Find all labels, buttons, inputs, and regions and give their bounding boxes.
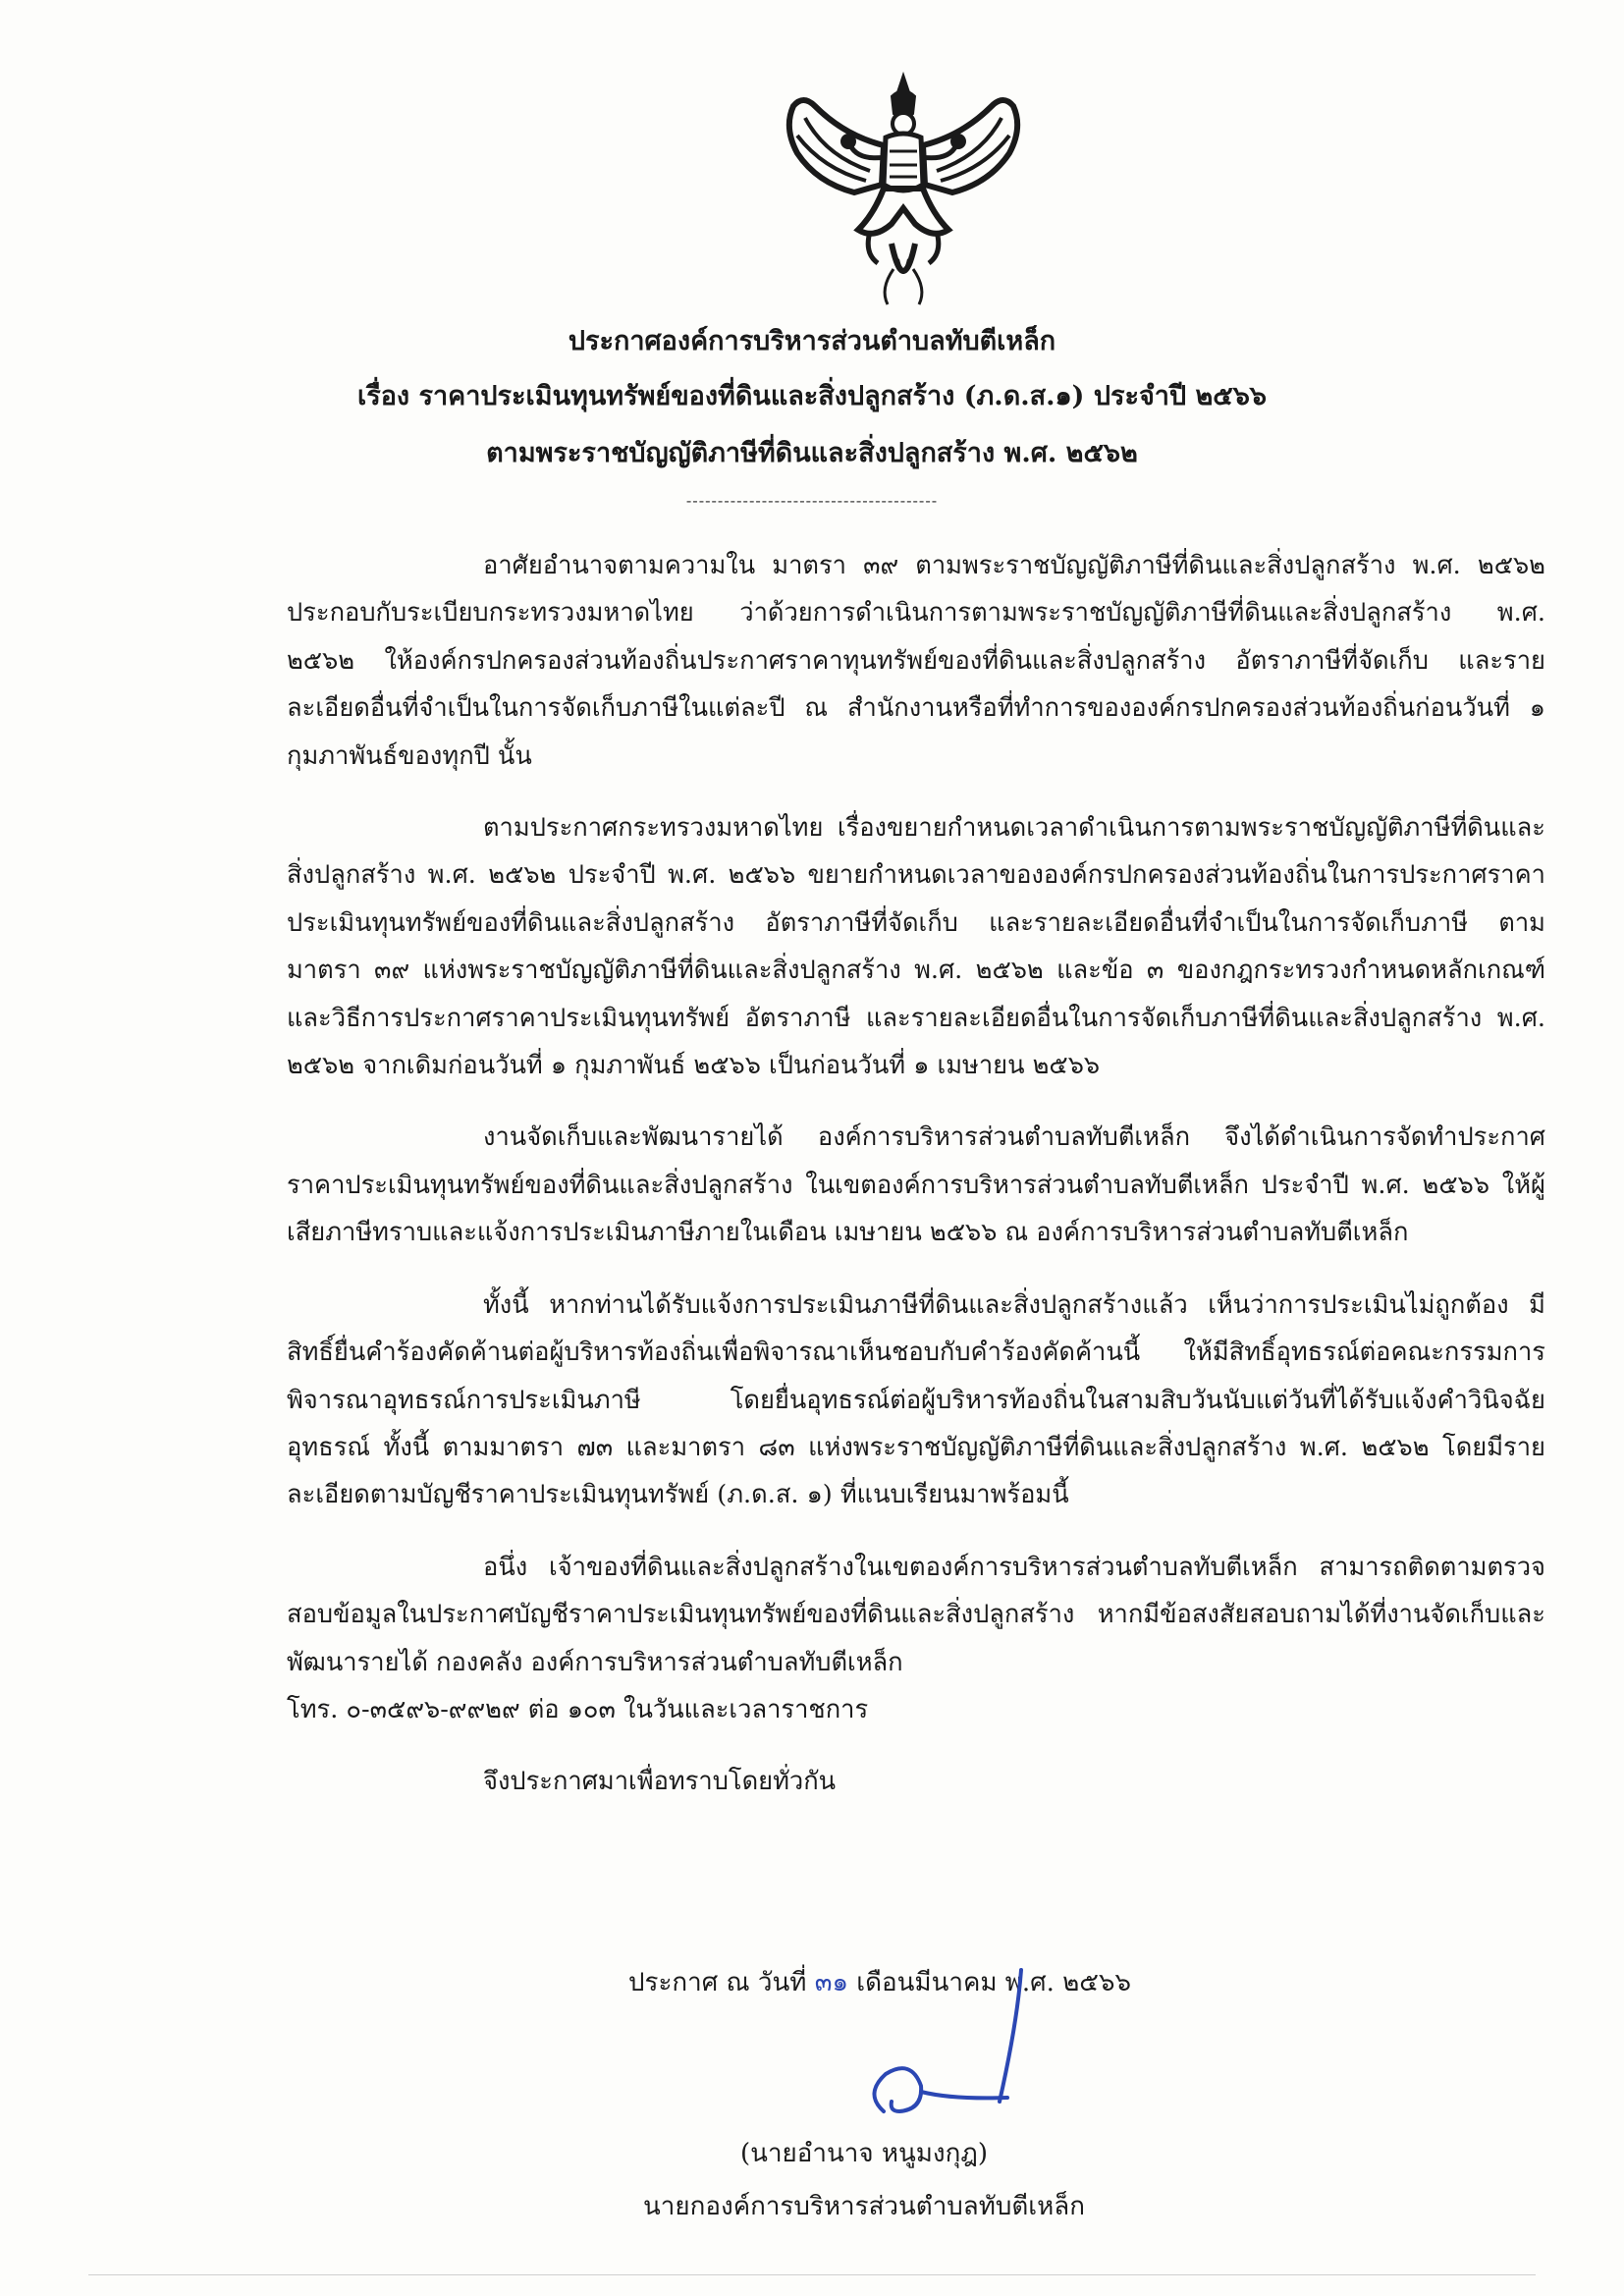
paragraph-authority: อาศัยอำนาจตามความใน มาตรา ๓๙ ตามพระราชบัญญัติภาษีที่ดินและสิ่งปลูกสร้าง พ.ศ. ๒๕๖๒ ประกอบกับระเบียบกระทรวงมหาดไทย ว่าด้วยการดำเนินการตามพระราชบัญญัติภาษีที่ดินและสิ่งปลูกสร้าง พ.ศ. ๒๕๖๒ ให้องค์กรปกครองส่วนท้องถิ่นประกาศราคาทุนทรัพย์ของที่ดินและสิ่งปลูกสร้าง อัตราภาษีที่จัดเก็บ และรายละเอียดอื่นที่จำเป็นในการจัดเก็บภาษีในแต่ละปี ณ สำนักงานหรือที่ทำการขององค์กรปกครองส่วนท้องถิ่นก่อนวันที่ ๑ กุมภาพันธ์ของทุกปี นั้น [287, 551, 1545, 771]
paragraph-appeal: ทั้งนี้ หากท่านได้รับแจ้งการประเมินภาษีที่ดินและสิ่งปลูกสร้างแล้ว เห็นว่าการประเมินไม่ถูกต้อง มีสิทธิ์ยื่นคำร้องคัดค้านต่อผู้บริหารท้องถิ่นเพื่อพิจารณาเห็นชอบกับคำร้องคัดค้านนี้ ให้มีสิทธิ์อุทธรณ์ต่อคณะกรรมการพิจารณาอุทธรณ์การประเมินภาษี โดยยื่นอุทธรณ์ต่อผู้บริหารท้องถิ่นในสามสิบวันนับแต่วันที่ได้รับแจ้งคำวินิจฉัยอุทธรณ์ ทั้งนี้ ตามมาตรา ๗๓ และมาตรา ๘๓ แห่งพระราชบัญญัติภาษีที่ดินและสิ่งปลูกสร้าง พ.ศ. ๒๕๖๒ โดยมีรายละเอียดตามบัญชีราคาประเมินทุนทรัพย์ (ภ.ด.ส. ๑) ที่แนบเรียนมาพร้อมนี้ [287, 1289, 1545, 1510]
date-month-year: เดือนมีนาคม พ.ศ. ๒๕๖๖ [856, 1968, 1131, 1997]
handwritten-signature [825, 1964, 1051, 2141]
announcement-title: ประกาศองค์การบริหารส่วนตำบลทับตีเหล็ก [568, 326, 1056, 356]
page-bottom-rule [88, 2274, 1536, 2275]
paragraph-assessment: งานจัดเก็บและพัฒนารายได้ องค์การบริหารส่วนตำบลทับตีเหล็ก จึงได้ดำเนินการจัดทำประกาศราคาประเมินทุนทรัพย์ของที่ดินและสิ่งปลูกสร้าง ในเขตองค์การบริหารส่วนตำบลทับตีเหล็ก ประจำปี พ.ศ. ๒๕๖๖ ให้ผู้เสียภาษีทราบและแจ้งการประเมินภาษีภายในเดือน เมษายน ๒๕๖๖ ณ องค์การบริหารส่วนตำบลทับตีเหล็ก [287, 1122, 1545, 1248]
announcement-body [287, 542, 1545, 1806]
closing-statement: จึงประกาศมาเพื่อทราบโดยทั่วกัน [483, 1767, 837, 1797]
paragraph-contact: อนึ่ง เจ้าของที่ดินและสิ่งปลูกสร้างในเขตองค์การบริหารส่วนตำบลทับตีเหล็ก สามารถติดตามตรวจสอบข้อมูลในประกาศบัญชีราคาประเมินทุนทรัพย์ของที่ดินและสิ่งปลูกสร้าง หากมีข้อสงสัยสอบถามได้ที่งานจัดเก็บและพัฒนารายได้ กองคลัง องค์การบริหารส่วนตำบลทับตีเหล็ก [287, 1552, 1545, 1677]
paragraph-extension: ตามประกาศกระทรวงมหาดไทย เรื่องขยายกำหนดเวลาดำเนินการตามพระราชบัญญัติภาษีที่ดินและสิ่งปลูกสร้าง พ.ศ. ๒๕๖๒ ประจำปี พ.ศ. ๒๕๖๖ ขยายกำหนดเวลาขององค์กรปกครองส่วนท้องถิ่นในการประกาศราคาประเมินทุนทรัพย์ของที่ดินและสิ่งปลูกสร้าง อัตราภาษีที่จัดเก็บ และรายละเอียดอื่นที่จำเป็นในการจัดเก็บภาษี ตามมาตรา ๓๙ แห่งพระราชบัญญัติภาษีที่ดินและสิ่งปลูกสร้าง พ.ศ. ๒๕๖๒ และข้อ ๓ ของกฎกระทรวงกำหนดหลักเกณฑ์และวิธีการประกาศราคาประเมินทุนทรัพย์ อัตราภาษี และรายละเอียดอื่นในการจัดเก็บภาษีที่ดินและสิ่งปลูกสร้าง พ.ศ. ๒๕๖๒ จากเดิมก่อนวันที่ ๑ กุมภาพันธ์ ๒๕๖๖ เป็นก่อนวันที่ ๑ เมษายน ๒๕๖๖ [287, 813, 1545, 1081]
signer-name: (นายอำนาจ หนูมงกุฎ) [740, 2139, 988, 2168]
signer-title: นายกองค์การบริหารส่วนตำบลทับตีเหล็ก [643, 2192, 1085, 2221]
title-separator: ---------------------------------------- [685, 491, 939, 510]
date-day: ๓๑ [814, 1968, 848, 1997]
announcement-act-reference: ตามพระราชบัญญัติภาษีที่ดินและสิ่งปลูกสร้าง พ.ศ. ๒๕๖๒ [486, 438, 1138, 468]
announcement-subject: เรื่อง ราคาประเมินทุนทรัพย์ของที่ดินและสิ่งปลูกสร้าง (ภ.ด.ส.๑) ประจำปี ๒๕๖๖ [356, 381, 1267, 411]
garuda-emblem-icon [776, 67, 1031, 312]
contact-phone-line: โทร. ๐-๓๕๙๖-๙๙๒๙ ต่อ ๑๐๓ ในวันและเวลาราชการ [287, 1694, 869, 1724]
date-prefix: ประกาศ ณ วันที่ [628, 1968, 807, 1997]
